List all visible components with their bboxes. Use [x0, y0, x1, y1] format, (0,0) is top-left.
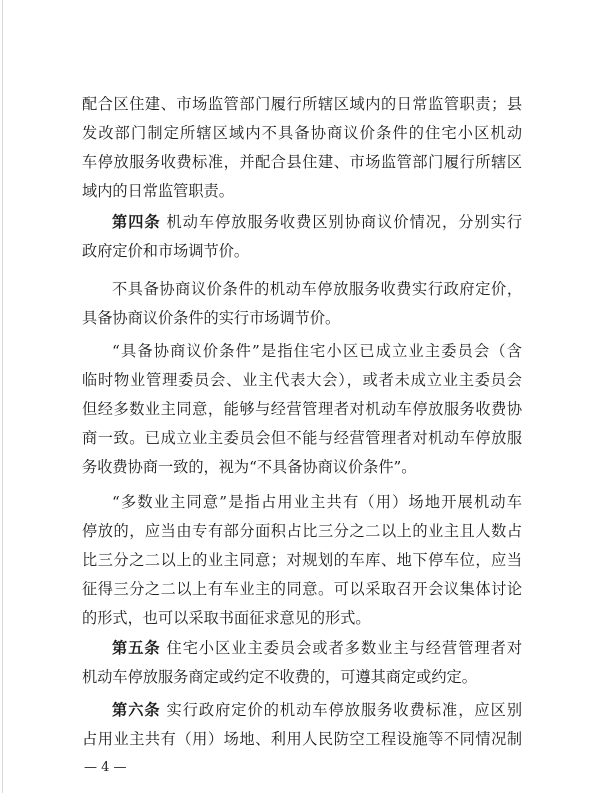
article-6-label: 第六条 [112, 701, 161, 719]
text-line: “具备协商议价条件”是指住宅小区已成立业主委员会（含 [112, 342, 522, 360]
text-line: 具备协商议价条件的实行市场调节价。 [82, 309, 341, 327]
page-edge-line [2, 0, 3, 793]
text-line: 征得三分之二以上有车业主的同意。可以采取召开会议集体讨论 [82, 580, 522, 598]
text-line: 机动车停放服务商定或约定不收费的，可遵其商定或约定。 [82, 668, 477, 686]
page-number: — 4 — [84, 760, 127, 775]
article-6-line [112, 700, 522, 720]
text-line: 务收费协商一致的，视为“不具备协商议价条件”。 [82, 458, 417, 476]
article-5-label: 第五条 [112, 639, 161, 657]
text-line: 域内的日常监管职责。 [82, 182, 234, 200]
text-line: 占用业主共有（用）场地、利用人民防空工程设施等不同情况制 [82, 730, 522, 748]
text-line: 配合区住建、市场监管部门履行所辖区域内的日常监管职责；县 [82, 95, 522, 113]
text-line: 不具备协商议价条件的机动车停放服务收费实行政府定价， [112, 280, 522, 298]
article-5-text: 住宅小区业主委员会或者多数业主与经营管理者对 [166, 639, 523, 657]
article-4-label: 第四条 [112, 213, 161, 231]
text-line: 商一致。已成立业主委员会但不能与经营管理者对机动车停放服 [82, 429, 522, 447]
text-line: 临时物业管理委员会、业主代表大会），或者未成立业主委员会 [82, 371, 522, 389]
article-6-text: 实行政府定价的机动车停放服务收费标准，应区别 [166, 701, 523, 719]
article-4-text: 机动车停放服务收费区别协商议价情况，分别实行 [166, 213, 523, 231]
text-line: 但经多数业主同意，能够与经营管理者对机动车停放服务收费协 [82, 400, 522, 418]
text-line: 政府定价和市场调节价。 [82, 242, 250, 260]
text-line: “多数业主同意”是指占用业主共有（用）场地开展机动车 [112, 493, 522, 511]
text-line: 的形式，也可以采取书面征求意见的形式。 [82, 609, 371, 627]
article-5-line [112, 638, 522, 658]
text-line: 比三分之二以上的业主同意；对规划的车库、地下停车位，应当 [82, 551, 522, 569]
text-line: 发改部门制定所辖区域内不具备协商议价条件的住宅小区机动 [82, 124, 522, 142]
text-line: 停放的，应当由专有部分面积占比三分之二以上的业主且人数占 [82, 522, 522, 540]
text-line: 车停放服务收费标准，并配合县住建、市场监管部门履行所辖区 [82, 153, 522, 171]
article-4-line [112, 212, 522, 232]
